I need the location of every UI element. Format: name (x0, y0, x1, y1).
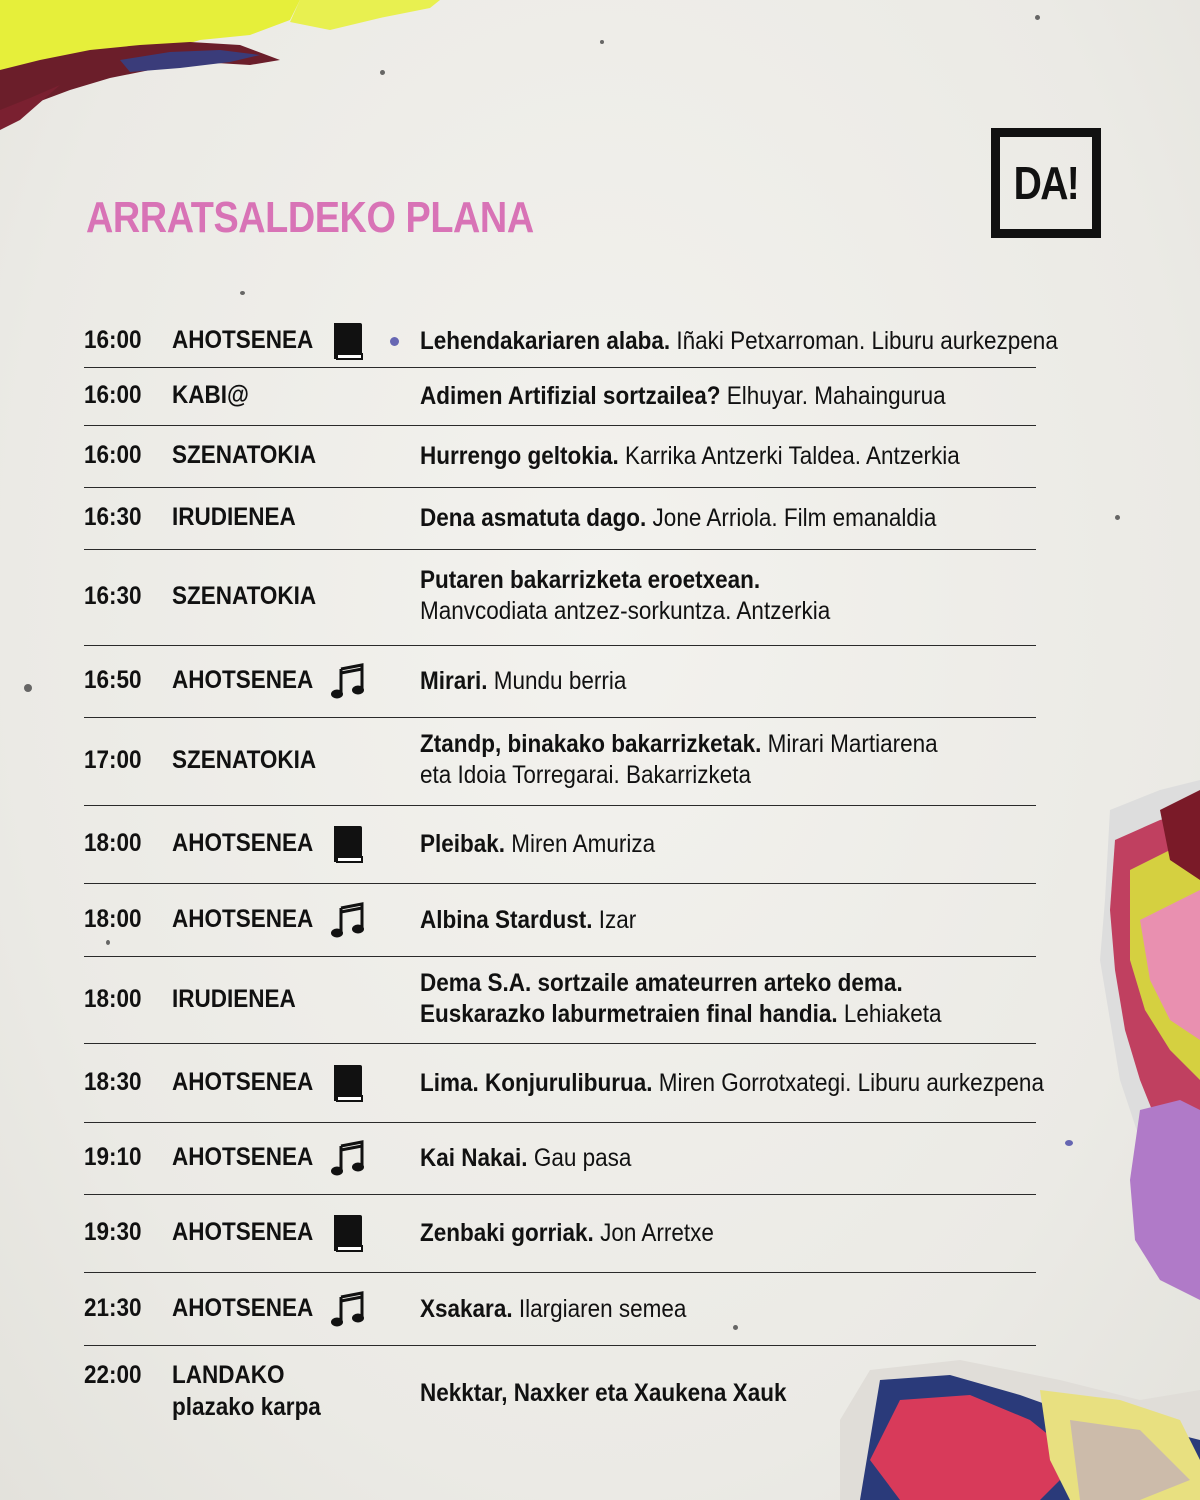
book-icon (330, 321, 366, 361)
event-title: Lima. Konjuruliburua. (420, 1068, 653, 1097)
event-time: 19:30 (84, 1218, 142, 1246)
book-icon (330, 1213, 366, 1253)
event-venue (172, 1216, 313, 1248)
event-venue-name: SZENATOKIA (172, 746, 317, 774)
event-title: Pleibak. (420, 830, 506, 858)
event-detail-continued: eta Idoia Torregarai. Bakarrizketa (420, 761, 752, 789)
event-description (420, 1143, 631, 1174)
event-venue (172, 1292, 313, 1324)
event-detail-continued: Lehiaketa (837, 999, 942, 1028)
event-time: 16:00 (84, 381, 142, 409)
event-venue (172, 580, 316, 612)
event-detail: Jon Arretxe (593, 1219, 714, 1247)
event-row (84, 883, 1036, 957)
event-title: Dena asmatuta dago. (420, 504, 647, 532)
music-note-icon (330, 661, 366, 701)
speck (600, 40, 604, 44)
event-venue-name: IRUDIENEA (172, 503, 296, 531)
event-venue-name: AHOTSENEA (172, 1067, 314, 1096)
event-time: 22:00 (84, 1361, 142, 1389)
event-row (84, 425, 1036, 488)
event-description (420, 1294, 686, 1325)
event-title: Zenbaki gorriak. (420, 1219, 594, 1247)
event-detail: Miren Gorrotxategi. Liburu aurkezpena (652, 1068, 1044, 1097)
event-description (420, 1068, 1044, 1099)
event-detail: Ilargiaren semea (512, 1294, 687, 1323)
event-title-continued: Euskarazko laburmetraien final handia. (420, 999, 838, 1028)
event-description (420, 666, 626, 697)
event-detail: Mirari Martiarena (761, 730, 938, 758)
event-row (84, 645, 1036, 718)
logo-text: DA! (1013, 157, 1079, 209)
event-description (420, 381, 946, 412)
music-note-icon (330, 900, 366, 940)
event-time: 16:00 (84, 441, 142, 469)
speck (24, 684, 32, 692)
event-title: Hurrengo geltokia. (420, 442, 619, 470)
event-title: Putaren bakarrizketa eroetxean. (420, 566, 761, 594)
event-title: Ztandp, binakako bakarrizketak. (420, 730, 762, 758)
event-venue-name: AHOTSENEA (172, 326, 314, 354)
event-description (420, 565, 830, 627)
event-detail: Gau pasa (527, 1144, 632, 1172)
event-row (84, 367, 1036, 426)
event-description (420, 1378, 786, 1409)
speck (380, 70, 385, 75)
event-row (84, 1043, 1044, 1123)
music-note-icon (330, 1138, 366, 1178)
event-time: 18:30 (84, 1067, 142, 1096)
event-time: 19:10 (84, 1143, 142, 1171)
event-row (84, 1272, 1036, 1346)
event-venue (172, 903, 313, 935)
speck (1065, 1140, 1073, 1146)
event-time: 16:00 (84, 326, 142, 354)
event-title: Adimen Artifizial sortzailea? (420, 382, 721, 410)
event-venue (172, 324, 313, 356)
event-venue (172, 1066, 313, 1098)
event-row (84, 315, 1058, 368)
event-time: 18:00 (84, 829, 142, 857)
speck (1115, 515, 1120, 520)
event-row (84, 1345, 1036, 1440)
event-detail: Karrika Antzerki Taldea. Antzerkia (618, 442, 960, 470)
event-title: Lehendakariaren alaba. (420, 327, 671, 355)
event-venue (172, 439, 316, 471)
event-description (420, 729, 938, 791)
event-detail-continued: Manvcodiata antzez-sorkuntza. Antzerkia (420, 597, 831, 625)
event-venue-name: SZENATOKIA (172, 582, 317, 610)
event-row (84, 487, 1036, 550)
event-venue (172, 1359, 321, 1423)
speck (240, 291, 245, 295)
event-venue-name: LANDAKO (172, 1361, 285, 1389)
event-title: Dema S.A. sortzaile amateurren arteko dema. (420, 968, 903, 997)
event-description (420, 905, 636, 936)
event-venue (172, 379, 249, 411)
da-logo (991, 128, 1101, 238)
event-row (84, 549, 1036, 646)
event-venue (172, 501, 296, 533)
event-venue-name: AHOTSENEA (172, 829, 314, 857)
event-description (420, 829, 655, 860)
event-detail: Elhuyar. Mahaingurua (720, 382, 946, 410)
event-time: 16:30 (84, 582, 142, 610)
event-venue-name: AHOTSENEA (172, 1143, 314, 1171)
page-title: ARRATSALDEKO PLANA (86, 193, 534, 242)
event-time: 18:00 (84, 904, 142, 933)
event-time: 16:50 (84, 666, 142, 694)
event-description (420, 441, 960, 472)
event-venue (172, 744, 316, 776)
event-title: Mirari. (420, 667, 488, 695)
event-row (84, 717, 1036, 806)
event-detail: Mundu berria (487, 667, 627, 695)
torn-paper-top-left (0, 0, 440, 140)
event-venue-name: SZENATOKIA (172, 441, 317, 469)
event-venue (172, 664, 313, 696)
event-description (420, 503, 936, 534)
event-description (420, 1218, 714, 1249)
event-detail: Miren Amuriza (505, 830, 656, 858)
event-time: 16:30 (84, 503, 142, 531)
book-icon (330, 1063, 366, 1103)
event-venue (172, 983, 296, 1015)
event-title: Kai Nakai. (420, 1144, 528, 1172)
event-title: Albina Stardust. (420, 905, 593, 934)
event-venue (172, 1141, 313, 1173)
event-description (420, 326, 1058, 357)
event-row (84, 1194, 1036, 1273)
music-note-icon (330, 1289, 366, 1329)
event-venue-name: AHOTSENEA (172, 1293, 314, 1322)
event-venue-detail: plazako karpa (172, 1393, 321, 1421)
event-venue (172, 827, 313, 859)
event-time: 21:30 (84, 1293, 142, 1322)
event-venue-name: AHOTSENEA (172, 1218, 314, 1246)
event-title: Nekktar, Naxker eta Xaukena Xauk (420, 1378, 787, 1407)
event-row (84, 956, 1036, 1044)
event-venue-name: AHOTSENEA (172, 904, 314, 933)
event-detail: Iñaki Petxarroman. Liburu aurkezpena (670, 327, 1058, 355)
event-description (420, 968, 941, 1030)
event-venue-name: AHOTSENEA (172, 666, 314, 694)
event-row (84, 805, 1036, 884)
event-detail: Jone Arriola. Film emanaldia (646, 504, 937, 532)
event-row (84, 1122, 1036, 1195)
event-detail: Izar (592, 905, 637, 934)
book-icon (330, 824, 366, 864)
event-time: 18:00 (84, 984, 142, 1013)
event-title: Xsakara. (420, 1294, 513, 1323)
event-venue-name: IRUDIENEA (172, 984, 296, 1013)
speck (1035, 15, 1040, 20)
event-venue-name: KABI@ (172, 381, 249, 409)
event-time: 17:00 (84, 746, 142, 774)
